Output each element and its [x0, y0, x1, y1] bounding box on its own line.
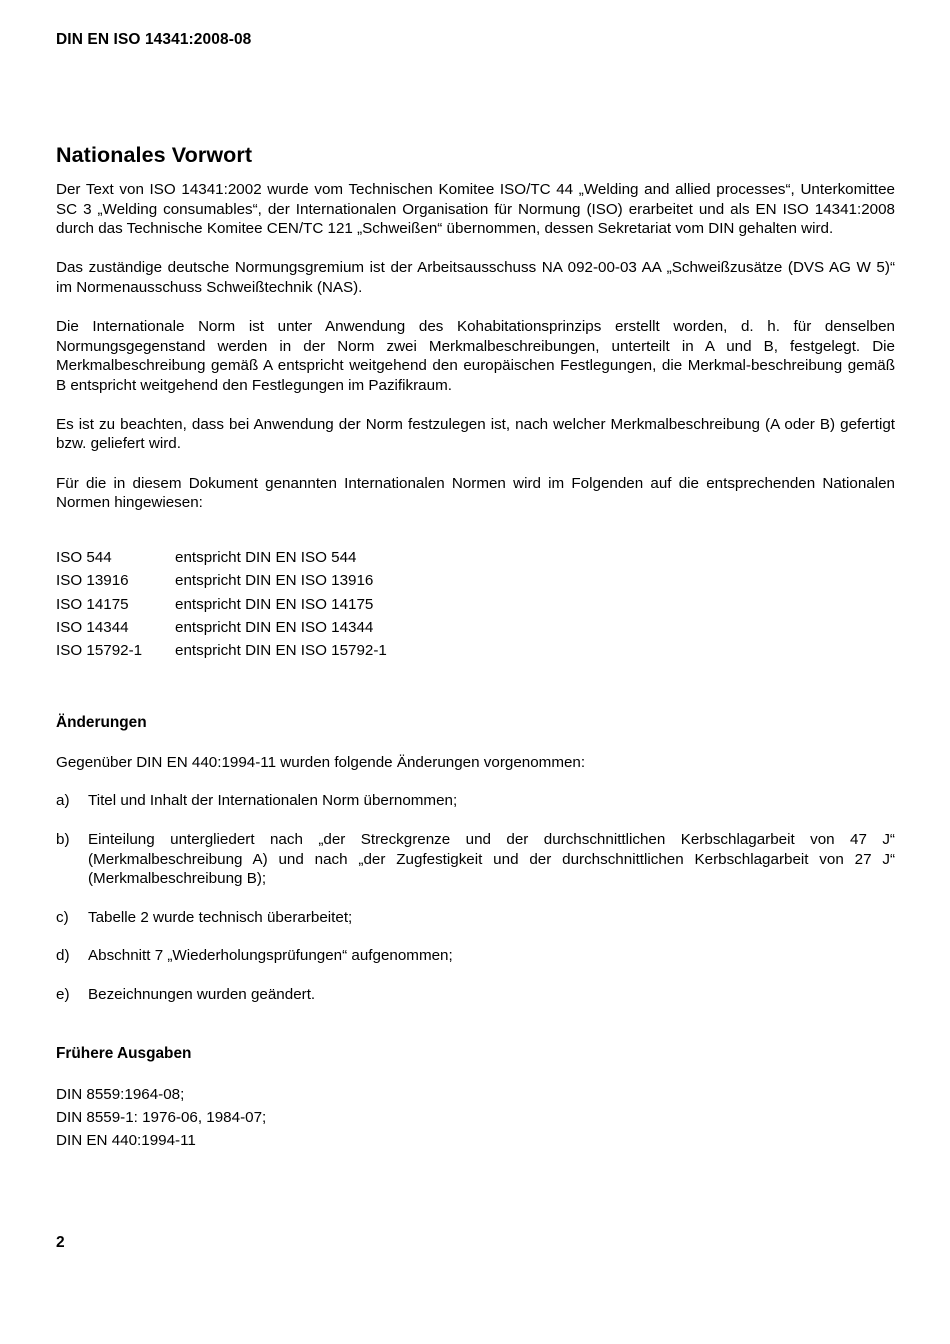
- former-edition-line: DIN 8559-1: 1976-06, 1984-07;: [56, 1108, 267, 1126]
- running-header: DIN EN ISO 14341:2008-08: [56, 31, 252, 48]
- list-spacer: [56, 927, 895, 946]
- iso-reference-row: [56, 616, 895, 639]
- iso-equivalent-standard: entspricht DIN EN ISO 14344: [175, 618, 374, 636]
- former-editions-heading: Frühere Ausgaben: [56, 1044, 192, 1062]
- list-spacer: [56, 966, 895, 985]
- heading-spacer: [56, 732, 895, 753]
- iso-equivalent-standard: entspricht DIN EN ISO 13916: [175, 572, 374, 590]
- section-spacer: [56, 1005, 895, 1044]
- foreword-paragraph-5: Für die in diesem Dokument genannten Internationalen Normen wird im Folgenden auf die entsprechenden Nationalen Normen hingewiesen:: [56, 474, 895, 512]
- list-spacer: [56, 889, 895, 908]
- iso-reference-row: [56, 593, 895, 616]
- changes-list-item: [56, 985, 895, 1005]
- foreword-paragraph-4: Es ist zu beachten, dass bei Anwendung der Norm festzulegen ist, nach welcher Merkmalbeschreibung (A oder B) gefertigt bzw. geliefert wird.: [56, 415, 895, 453]
- list-item-marker: a): [56, 792, 70, 810]
- list-item-marker: e): [56, 985, 70, 1003]
- paragraph-spacer: [56, 239, 895, 259]
- paragraph-spacer: [56, 297, 895, 317]
- list-item-text: Tabelle 2 wurde technisch überarbeitet;: [88, 908, 353, 926]
- changes-intro: Gegenüber DIN EN 440:1994-11 wurden folgende Änderungen vorgenommen:: [56, 753, 586, 771]
- iso-standard-number: ISO 15792-1: [56, 642, 143, 660]
- iso-reference-row: [56, 569, 895, 592]
- document-body: [56, 180, 895, 1153]
- iso-standard-number: ISO 14344: [56, 618, 129, 636]
- changes-list-item: [56, 830, 895, 889]
- former-edition-line: DIN EN 440:1994-11: [56, 1132, 196, 1150]
- heading-spacer: [56, 1063, 895, 1083]
- list-item-text: Bezeichnungen wurden geändert.: [88, 985, 316, 1003]
- iso-equivalent-standard: entspricht DIN EN ISO 14175: [175, 595, 374, 613]
- foreword-paragraph-1: Der Text von ISO 14341:2002 wurde vom Technischen Komitee ISO/TC 44 „Welding and allied processes“, Unterkomittee SC 3 „Welding consumables“, der Internationalen Organisation für Normung (ISO) erarbeitet und als EN ISO 14341:2008 durch das Technische Komitee CEN/TC 121 „Schweißen“ übernommen, dessen Sekretariat vom DIN gehalten wird.: [56, 181, 895, 238]
- page-title: Nationales Vorwort: [56, 143, 253, 168]
- foreword-paragraph-3: Die Internationale Norm ist unter Anwendung des Kohabitationsprinzips erstellt worden, d. h. für denselben Normungsgegenstand werden in der Norm zwei Merkmalbeschreibungen, unterteilt in A und B, festgelegt. Die Merkmalbeschreibung gemäß A entspricht weitgehend den europäischen Festlegungen, die Merkmal-beschreibung gemäß B entspricht weitgehend den Festlegungen im Pazifikraum.: [56, 317, 895, 394]
- iso-reference-row: [56, 546, 895, 569]
- iso-standard-number: ISO 14175: [56, 595, 129, 613]
- list-item-text: Einteilung untergliedert nach „der Streckgrenze und der durchschnittlichen Kerbschlagarbeit von 47 J“ (Merkmalbeschreibung A) und nach „der Zugfestigkeit und der durchschnittlichen Kerbschlagarbeit von 27 J“ (Merkmalbeschreibung B);: [88, 830, 895, 888]
- iso-reference-row: [56, 639, 895, 662]
- page-number: 2: [56, 1234, 65, 1251]
- list-item-marker: b): [56, 830, 70, 848]
- foreword-paragraph-2: Das zuständige deutsche Normungsgremium ist der Arbeitsausschuss NA 092-00-03 AA „Schweißzusätze (DVS AG W 5)“ im Normenausschuss Schweißtechnik (NAS).: [56, 259, 895, 296]
- iso-equivalent-standard: entspricht DIN EN ISO 15792-1: [175, 642, 387, 660]
- iso-equivalent-standard: entspricht DIN EN ISO 544: [175, 548, 357, 566]
- changes-list-item: [56, 908, 895, 928]
- section-spacer: [56, 663, 895, 713]
- paragraph-spacer: [56, 395, 895, 415]
- list-spacer: [56, 811, 895, 830]
- iso-standard-number: ISO 544: [56, 548, 112, 566]
- changes-section-heading: Änderungen: [56, 713, 147, 731]
- changes-list-item: [56, 946, 895, 966]
- former-edition-line: DIN 8559:1964-08;: [56, 1085, 185, 1103]
- list-item-marker: d): [56, 947, 70, 965]
- list-item-text: Abschnitt 7 „Wiederholungsprüfungen“ aufgenommen;: [88, 947, 453, 965]
- list-item-marker: c): [56, 908, 69, 926]
- iso-reference-list: [56, 546, 895, 663]
- list-item-text: Titel und Inhalt der Internationalen Norm übernommen;: [88, 792, 458, 810]
- changes-list-item: [56, 791, 895, 811]
- former-editions-list: [56, 1083, 895, 1153]
- paragraph-spacer: [56, 454, 895, 474]
- list-spacer: [56, 772, 895, 791]
- iso-standard-number: ISO 13916: [56, 572, 129, 590]
